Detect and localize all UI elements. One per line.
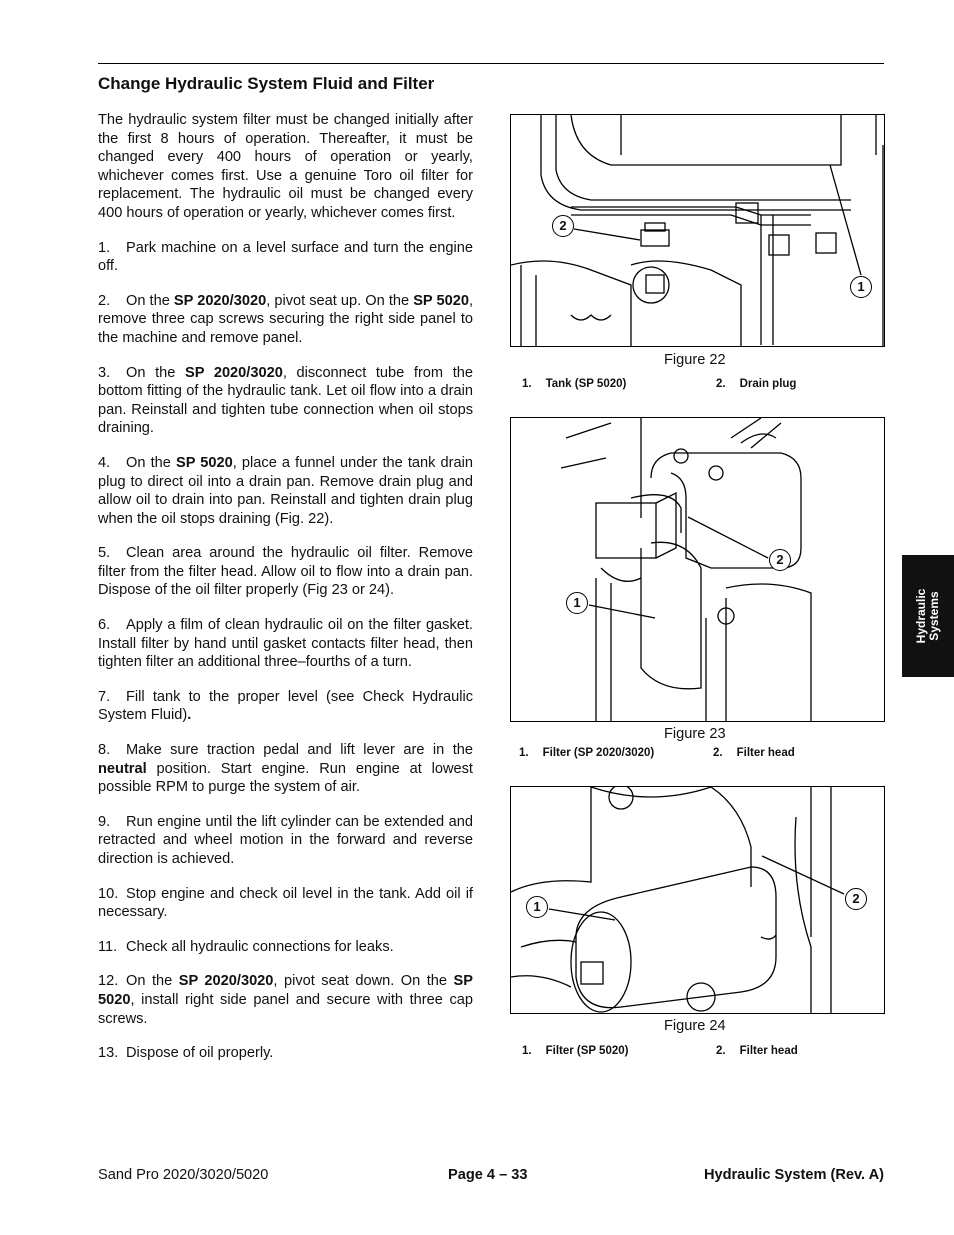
step-text: , install right side panel and secure with three cap screws.	[98, 991, 473, 1027]
step-number: 3.	[98, 364, 111, 381]
step-emphasis: SP 2020/3020	[173, 292, 267, 309]
step-number: 13.	[98, 1045, 119, 1062]
step-text: On the	[126, 973, 179, 990]
step-emphasis: SP 2020/3020	[178, 973, 274, 990]
step-item	[98, 688, 473, 725]
step-text: On the	[126, 364, 185, 381]
step-text: Check all hydraulic connections for leaks.	[126, 938, 394, 955]
step-text: On the	[126, 454, 176, 471]
step-text: , remove three cap screws securing the right side panel to the machine and remove panel.	[98, 292, 473, 346]
step-number: 5.	[98, 545, 111, 562]
step-number: 6.	[98, 617, 111, 634]
legend-label: Filter (SP 2020/3020)	[542, 747, 655, 759]
step-emphasis: neutral	[98, 760, 147, 777]
callout-badge: 1	[850, 276, 872, 298]
figure-24-illustration	[510, 786, 885, 1014]
step-item	[98, 239, 473, 276]
step-number: 2.	[98, 292, 111, 309]
figure-23-illustration	[510, 417, 885, 722]
step-emphasis: SP 5020	[98, 973, 473, 1008]
callout-badge: 1	[526, 896, 548, 918]
steps-list	[98, 239, 473, 1063]
callout-badge: 2	[769, 549, 791, 571]
step-number: 8.	[98, 742, 111, 759]
instructions-column	[98, 111, 473, 1079]
step-text: Run engine until the lift cylinder can be extended and retracted and wheel motion in the forward and reverse direction is achieved.	[98, 813, 473, 867]
section-heading: Change Hydraulic System Fluid and Filter	[98, 74, 435, 93]
legend-number: 1.	[522, 1045, 532, 1057]
legend-number: 1.	[519, 747, 529, 759]
figure-caption: Figure 22	[664, 352, 726, 368]
step-item	[98, 454, 473, 528]
step-text: Stop engine and check oil level in the tank. Add oil if necessary.	[98, 885, 473, 921]
callout-badge: 2	[845, 888, 867, 910]
step-text: Clean area around the hydraulic oil filter. Remove filter from the filter head. Allow oil to flow into a drain pan. Dispose of the oil filter properly (Fig 23 or 24).	[98, 545, 473, 599]
step-text: Fill tank to the proper level (see Check Hydraulic System Fluid)	[98, 688, 473, 724]
figure-legend-item	[713, 747, 795, 759]
legend-number: 2.	[713, 747, 723, 759]
legend-label: Filter head	[739, 1045, 798, 1057]
step-number: 11.	[98, 938, 118, 955]
step-item	[98, 616, 473, 672]
step-text: Make sure traction pedal and lift lever are in the	[126, 742, 473, 759]
callout-badge: 1	[566, 592, 588, 614]
step-number: 7.	[98, 688, 111, 705]
step-item	[98, 741, 473, 797]
footer-right: Hydraulic System (Rev. A)	[703, 1167, 884, 1183]
step-text: Park machine on a level surface and turn the engine off.	[98, 239, 473, 275]
figure-legend-item	[519, 747, 654, 759]
step-item	[98, 885, 473, 922]
step-emphasis: SP 5020	[413, 292, 469, 309]
step-number: 4.	[98, 454, 111, 471]
step-item	[98, 938, 473, 957]
callout-badge: 2	[552, 215, 574, 237]
figure-legend-item	[716, 1045, 798, 1057]
header-rule	[98, 63, 884, 64]
intro-paragraph: The hydraulic system filter must be changed initially after the first 8 hours of operation. Thereafter, it must be changed every 400 hours of operation or yearly, whichever comes first. Use a genuine Toro oil filter for replacement. The hydraulic oil must be changed every 400 hours of operation or yearly, whichever comes first.	[98, 112, 473, 221]
step-text: Apply a film of clean hydraulic oil on the filter gasket. Install filter by hand until gasket contacts filter head, then tighten filter an additional three–fourths of a turn.	[98, 617, 473, 671]
step-text: On the	[126, 292, 174, 309]
footer-page-number: Page 4 – 33	[448, 1167, 528, 1183]
legend-label: Filter head	[736, 747, 795, 759]
legend-number: 2.	[716, 1045, 726, 1057]
figure-caption: Figure 23	[664, 726, 726, 742]
legend-label: Filter (SP 5020)	[545, 1045, 629, 1057]
step-text: Dispose of oil properly.	[126, 1045, 274, 1062]
footer-left: Sand Pro 2020/3020/5020	[98, 1167, 269, 1183]
legend-number: 1.	[522, 378, 532, 390]
step-emphasis: SP 5020	[175, 454, 233, 471]
step-item	[98, 544, 473, 600]
step-item	[98, 364, 473, 438]
figure-legend-item	[716, 378, 796, 390]
step-emphasis: SP 2020/3020	[185, 364, 283, 381]
step-text: , pivot seat up. On the	[266, 292, 414, 309]
step-number: 12.	[98, 973, 119, 990]
legend-number: 2.	[716, 378, 726, 390]
section-side-tab	[902, 555, 954, 677]
step-text: , pivot seat down. On the	[273, 973, 454, 990]
step-item	[98, 292, 473, 348]
step-text: position. Start engine. Run engine at lowest possible RPM to purge the system of air.	[98, 760, 473, 796]
step-number: 1.	[98, 239, 111, 256]
figure-legend-item	[522, 378, 626, 390]
step-item	[98, 813, 473, 869]
side-tab-label: Hydraulic Systems	[914, 588, 941, 644]
legend-label: Tank (SP 5020)	[545, 378, 627, 390]
figure-caption: Figure 24	[664, 1018, 726, 1034]
step-number: 9.	[98, 813, 111, 830]
step-text: , disconnect tube from the bottom fitting of the hydraulic tank. Let oil flow into a drain pan. Reinstall and tighten tube connection when oil stops draining.	[98, 364, 473, 437]
figure-legend-item	[522, 1045, 628, 1057]
step-emphasis: .	[187, 707, 192, 724]
step-text: , place a funnel under the tank drain plug to direct oil into a drain pan. Remove drain plug and allow oil to drain into pan. Reinstall and tighten drain plug when the oil stops draining (Fig. 22).	[98, 454, 473, 527]
step-item	[98, 972, 473, 1028]
step-number: 10.	[98, 885, 119, 902]
step-item	[98, 1044, 473, 1063]
legend-label: Drain plug	[739, 378, 797, 390]
